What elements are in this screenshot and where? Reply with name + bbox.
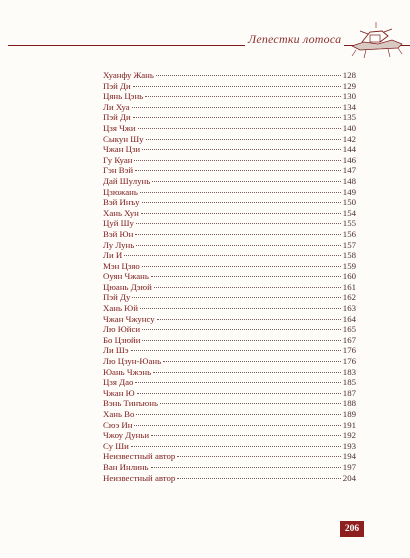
toc-dot-leader [136, 223, 341, 224]
toc-dot-leader [133, 86, 341, 87]
page-number-badge: 206 [340, 521, 364, 537]
toc-entry[interactable] [103, 91, 356, 102]
toc-entry-name: Цзюжань [103, 186, 138, 197]
toc-entry-page: 197 [342, 461, 356, 472]
toc-entry-name: Вэй Инъу [103, 197, 140, 208]
toc-entry[interactable] [103, 356, 356, 367]
toc-entry[interactable] [103, 303, 356, 314]
toc-entry-page: 189 [342, 409, 356, 419]
toc-dot-leader [140, 192, 341, 193]
toc-entry-name: Оуян Чжань [103, 271, 149, 282]
toc-entry[interactable] [103, 261, 356, 272]
toc-entry-name: Пэй Ди [103, 80, 131, 91]
toc-entry-name: Гу Куан [103, 154, 133, 165]
toc-entry-name: Чжан Ю [103, 387, 135, 398]
toc-entry[interactable] [103, 292, 356, 303]
toc-entry[interactable] [103, 282, 356, 293]
toc-entry[interactable] [103, 388, 356, 399]
toc-entry-name: Пэй Ди [103, 112, 131, 123]
toc-entry[interactable] [103, 441, 356, 452]
toc-entry[interactable] [103, 377, 356, 388]
toc-entry-name: Сыкун Шу [103, 133, 144, 144]
toc-entry-page: 167 [342, 334, 356, 345]
toc-entry-name: Лю Юйси [103, 324, 141, 335]
toc-entry[interactable] [103, 70, 356, 81]
toc-entry-page: 142 [342, 133, 356, 144]
toc-dot-leader [145, 96, 341, 97]
toc-entry-page: 140 [342, 122, 356, 133]
toc-entry-name: Бо Цзюйи [103, 334, 141, 345]
toc-entry[interactable] [103, 240, 356, 251]
toc-dot-leader [157, 319, 341, 320]
toc-entry[interactable] [103, 144, 356, 155]
toc-entry-name: Лю Цзун-Юань [103, 356, 162, 367]
toc-entry-page: 187 [342, 387, 356, 398]
toc-entry-page: 148 [342, 175, 356, 186]
toc-entry-name: Цзя Дао [103, 377, 134, 388]
toc-dot-leader [151, 435, 341, 436]
toc-dot-leader [142, 340, 340, 341]
toc-entry-page: 156 [342, 228, 356, 239]
toc-dot-leader [141, 213, 341, 214]
toc-entry-page: 192 [342, 430, 356, 441]
toc-entry-page: 191 [342, 419, 356, 430]
toc-entry-page: 144 [342, 144, 356, 155]
toc-entry[interactable] [103, 197, 356, 208]
toc-dot-leader [160, 403, 341, 404]
toc-entry-name: Неизвестный автор [103, 451, 176, 462]
toc-entry-page: 134 [342, 101, 356, 112]
toc-entry-page: 146 [342, 154, 356, 165]
toc-entry-page: 155 [342, 218, 356, 229]
toc-entry[interactable] [103, 462, 356, 473]
toc-dot-leader [156, 75, 341, 76]
toc-dot-leader [133, 117, 341, 118]
toc-entry-page: 157 [342, 239, 356, 250]
toc-dot-leader [135, 234, 340, 235]
toc-entry-name: Чжоу Дуньи [103, 430, 150, 441]
toc-entry-page: 135 [342, 112, 356, 123]
toc-entry-page: 128 [342, 70, 356, 80]
toc-entry[interactable] [103, 112, 356, 123]
toc-entry[interactable] [103, 324, 356, 335]
toc-entry-name: Ли Хуа [103, 101, 130, 112]
toc-dot-leader [146, 139, 341, 140]
toc-entry-name: Хань Хун [103, 207, 139, 218]
toc-dot-leader [136, 245, 341, 246]
toc-entry[interactable] [103, 345, 356, 356]
toc-entry-name: Сюэ Ин [103, 419, 133, 430]
toc-dot-leader [142, 202, 341, 203]
toc-entry[interactable] [103, 208, 356, 219]
toc-entry-name: Ли И [103, 250, 123, 261]
toc-entry[interactable] [103, 218, 356, 229]
toc-entry[interactable] [103, 187, 356, 198]
toc-entry-name: Цуй Шу [103, 218, 134, 229]
toc-entry[interactable] [103, 451, 356, 462]
toc-entry-page: 176 [342, 345, 356, 356]
toc-entry-page: 164 [342, 313, 356, 324]
toc-entry-name: Чжан Чжунсу [103, 313, 155, 324]
toc-entry[interactable] [103, 335, 356, 346]
toc-dot-leader [151, 276, 341, 277]
toc-entry-page: 158 [342, 250, 356, 261]
toc-entry[interactable] [103, 271, 356, 282]
toc-entry-page: 162 [342, 292, 356, 303]
toc-entry-page: 160 [342, 271, 356, 282]
toc-entry-page: 183 [342, 366, 356, 377]
toc-entry[interactable] [103, 430, 356, 441]
toc-entry-name: Ван Инлинь [103, 461, 149, 472]
toc-entry[interactable] [103, 81, 356, 92]
toc-entry-page: 185 [342, 377, 356, 388]
toc-entry-page: 194 [342, 451, 356, 462]
toc-entry-name: Хань Юй [103, 303, 138, 314]
toc-entry[interactable] [103, 155, 356, 166]
toc-dot-leader [135, 382, 340, 383]
toc-entry-page: 159 [342, 260, 356, 271]
toc-dot-leader [151, 467, 341, 468]
toc-entry-name: Юань Чжэнь [103, 366, 152, 377]
toc-dot-leader [132, 107, 341, 108]
toc-dot-leader [177, 456, 340, 457]
toc-entry[interactable] [103, 134, 356, 145]
toc-entry-page: 176 [342, 356, 356, 367]
toc-entry[interactable] [103, 473, 356, 484]
toc-entry-name: Су Ши [103, 440, 129, 451]
toc-dot-leader [138, 128, 341, 129]
toc-entry-name: Чжан Цзи [103, 144, 141, 155]
toc-dot-leader [142, 266, 341, 267]
toc-dot-leader [153, 372, 341, 373]
toc-dot-leader [134, 160, 340, 161]
running-header-title: Лепестки лотоса [245, 32, 344, 47]
toc-entry-name: Цзя Чжи [103, 122, 136, 133]
toc-entry-name: Цюань Дэюй [103, 281, 152, 292]
toc-entry-page: 147 [342, 165, 356, 176]
pavilion-illustration [348, 22, 404, 62]
toc-entry-page: 193 [342, 440, 356, 451]
toc-entry-name: Пэй Ду [103, 292, 131, 303]
toc-entry-name: Ли Шэ [103, 345, 129, 356]
toc-entry-page: 150 [342, 197, 356, 208]
toc-entry-name: Хань Во [103, 409, 135, 419]
toc-entry-name: Вэй Юн [103, 228, 134, 239]
toc-entry-name: Неизвестный автор [103, 472, 176, 483]
toc-entry[interactable] [103, 398, 356, 409]
toc-dot-leader [134, 425, 340, 426]
toc-entry-name: Хуанфу Жань [103, 70, 154, 80]
toc-entry-name: Мэн Цзяо [103, 260, 140, 271]
toc-dot-leader [140, 308, 341, 309]
toc-dot-leader [152, 181, 341, 182]
toc-entry[interactable] [103, 250, 356, 261]
toc-entry[interactable] [103, 367, 356, 378]
toc-dot-leader [136, 414, 340, 415]
toc-entry-page: 161 [342, 281, 356, 292]
toc-entry-page: 129 [342, 80, 356, 91]
toc-entry-page: 130 [342, 91, 356, 102]
toc-dot-leader [124, 255, 341, 256]
toc-entry[interactable] [103, 102, 356, 113]
toc-entry-page: 149 [342, 186, 356, 197]
toc-entry[interactable] [103, 123, 356, 134]
toc-dot-leader [137, 393, 341, 394]
toc-dot-leader [142, 149, 341, 150]
toc-entry-name: Цянь Цэнь [103, 91, 144, 102]
toc-entry-name: Лу Лунь [103, 239, 135, 250]
toc-dot-leader [142, 329, 341, 330]
toc-entry[interactable] [103, 165, 356, 176]
toc-entry[interactable] [103, 229, 356, 240]
toc-entry-name: Гэн Вэй [103, 165, 134, 176]
toc-entry[interactable] [103, 409, 356, 420]
toc-entry[interactable] [103, 420, 356, 431]
toc-entry[interactable] [103, 176, 356, 187]
toc-entry-name: Вэнь Тинъюнь [103, 398, 158, 409]
toc-dot-leader [131, 350, 341, 351]
table-of-contents [103, 70, 356, 483]
toc-dot-leader [132, 297, 340, 298]
toc-entry-page: 188 [342, 398, 356, 409]
toc-dot-leader [131, 446, 341, 447]
toc-dot-leader [177, 478, 340, 479]
toc-entry[interactable] [103, 314, 356, 325]
toc-entry-name: Дай Шулунь [103, 175, 151, 186]
toc-dot-leader [163, 361, 341, 362]
toc-entry-page: 163 [342, 303, 356, 314]
toc-entry-page: 204 [342, 472, 356, 483]
toc-dot-leader [135, 170, 341, 171]
toc-dot-leader [154, 287, 341, 288]
toc-entry-page: 165 [342, 324, 356, 335]
toc-entry-page: 154 [342, 207, 356, 218]
